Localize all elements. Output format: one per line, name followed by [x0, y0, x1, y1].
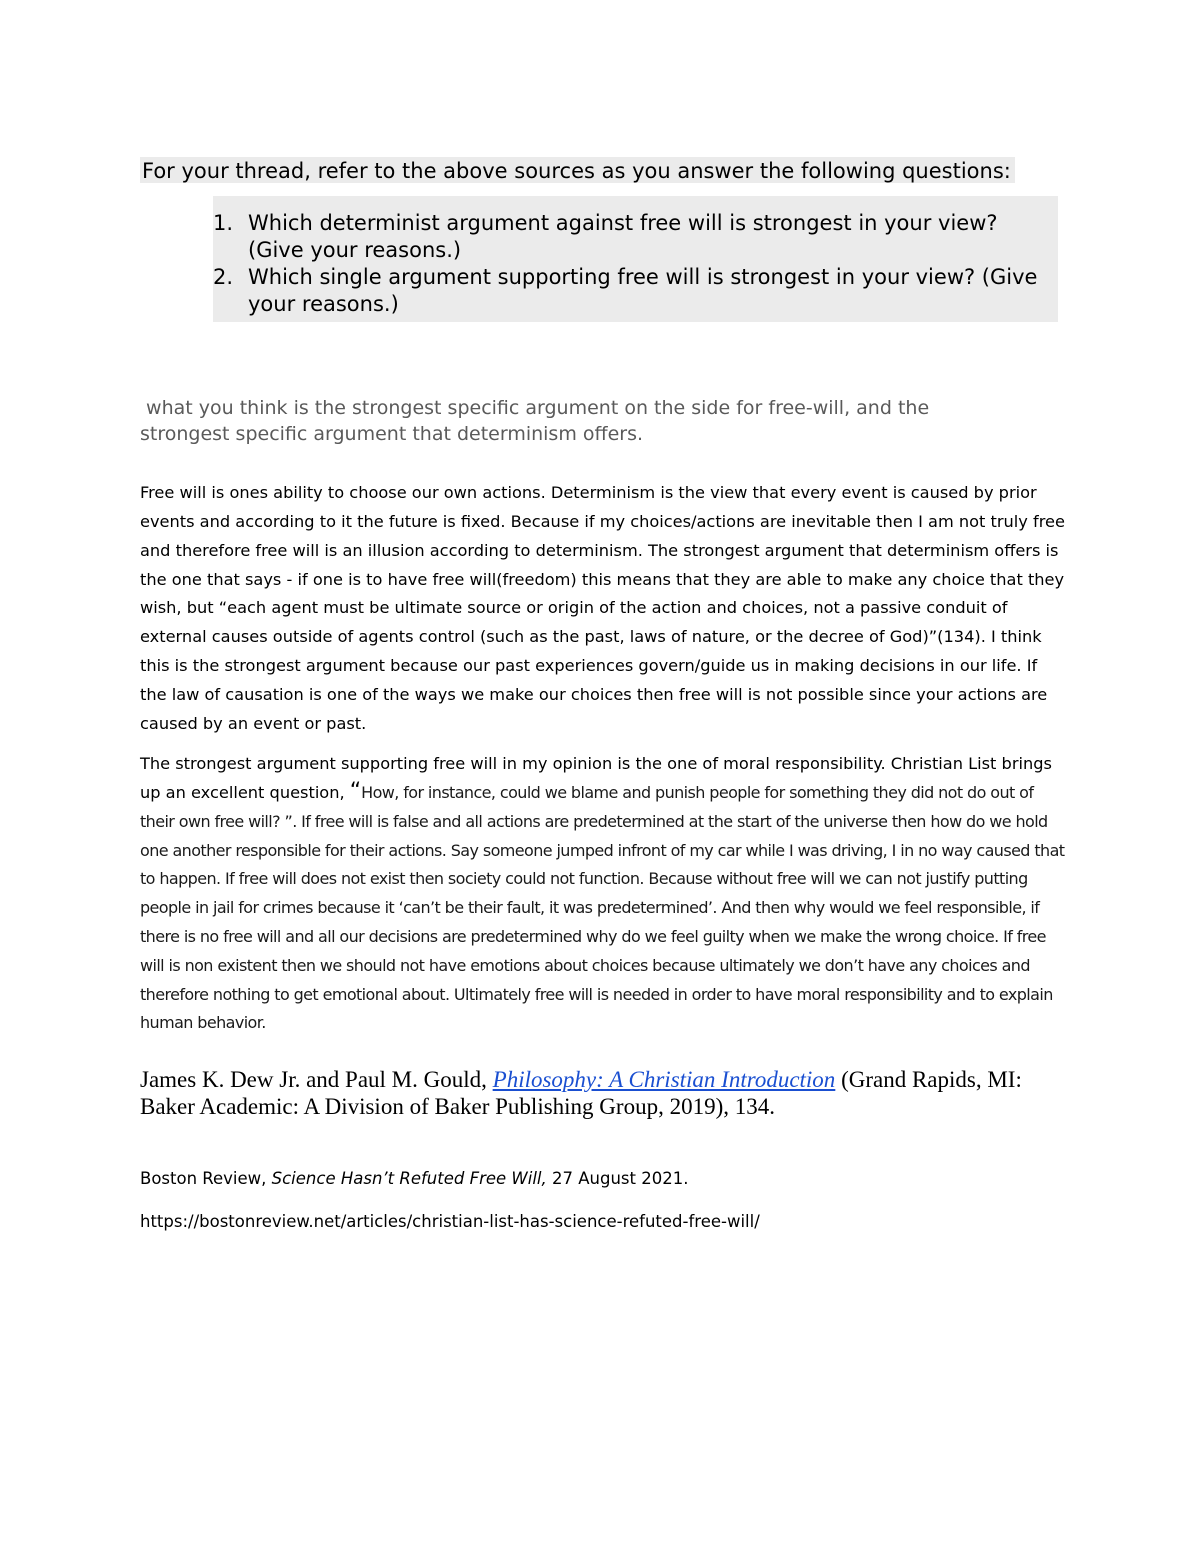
assignment-prompt	[140, 158, 1058, 322]
instruction-note: what you think is the strongest specific argument on the side for free-will, and the strongest specific argument that determinism offers.	[140, 397, 936, 445]
article-title: Science Hasn’t Refuted Free Will,	[271, 1169, 547, 1188]
article-publisher: Boston Review,	[140, 1169, 272, 1188]
book-citation	[140, 1066, 1060, 1120]
article-date: 27 August 2021.	[546, 1169, 689, 1188]
question-item-2: Which single argument supporting free will is strongest in your view? (Give your reasons.)	[248, 265, 1038, 316]
article-url: https://bostonreview.net/articles/christian-list-has-science-refuted-free-will/	[140, 1212, 760, 1231]
open-quote-mark: “	[349, 778, 362, 804]
free-will-paragraph	[140, 750, 1065, 1038]
prompt-intro: For your thread, refer to the above sources as you answer the following questions:	[140, 157, 1015, 183]
question-list	[213, 196, 1058, 322]
article-citation	[140, 1167, 1060, 1191]
citation-title-link[interactable]: Philosophy: A Christian Introduction	[492, 1067, 836, 1092]
citation-publication: (Grand Rapids, MI: Baker Academic: A Division of Baker Publishing Group, 2019), 134.	[140, 1067, 1022, 1119]
question-item-1: Which determinist argument against free will is strongest in your view? (Give your reasons.)	[248, 211, 998, 262]
free-will-paragraph-body: How, for instance, could we blame and punish people for something they did not do out of their own free will? ”. If free will is false and all actions are predetermined at the start of the universe then how do we hold one another responsible for their actions. Say someone jumped infront of my car while I was driving, I in no way caused that to happen. If free will does not exist then society could not function. Because without free will we can not justify putting people in jail for crimes because it ‘can’t be their fault, it was predetermined’. And then why would we feel responsible, if there is no free will and all our decisions are predetermined why do we feel guilty when we make the wrong choice. If free will is non existent then we should not have emotions about choices because ultimately we don’t have any choices and therefore nothing to get emotional about. Ultimately free will is needed in order to have moral responsibility and to explain human behavior.	[140, 782, 1065, 1033]
free-will-paragraph-lead: The strongest argument supporting free will in my opinion is the one of moral responsibility. Christian List brings up an excellent question,	[140, 754, 1052, 802]
citation-authors: James K. Dew Jr. and Paul M. Gould,	[140, 1067, 493, 1092]
determinism-paragraph: Free will is ones ability to choose our own actions. Determinism is the view that every event is caused by prior events and according to it the future is fixed. Because if my choices/actions are inevitable then I am not truly free and therefore free will is an illusion according to determinism. The strongest argument that determinism offers is the one that says - if one is to have free will(freedom) this means that they are able to make any choice that they wish, but “each agent must be ultimate source or origin of the action and choices, not a passive conduit of external causes outside of agents control (such as the past, laws of nature, or the decree of God)”(134). I think this is the strongest argument because our past experiences govern/guide us in making decisions in our life. If the law of causation is one of the ways we make our choices then free will is not possible since your actions are caused by an event or past.	[140, 483, 1065, 733]
